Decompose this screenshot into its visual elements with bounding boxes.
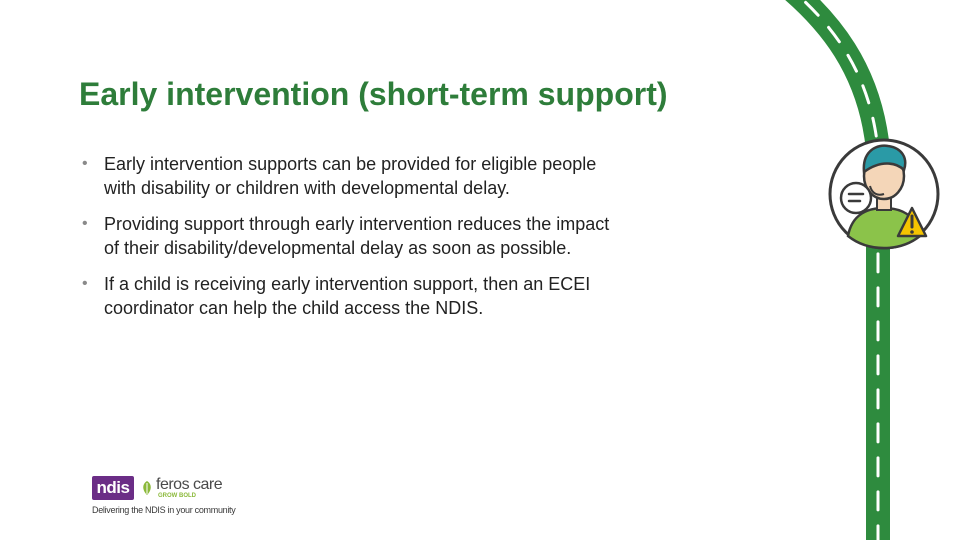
bullet-1-line-1: Early intervention supports can be provided for eligible people [104, 154, 597, 174]
bullet-list [80, 152, 700, 332]
feros-care-tagline: GROW BOLD [158, 493, 196, 499]
bullet-3-line-1: If a child is receiving early intervention support, then an ECEI [104, 274, 591, 294]
slide-title: Early intervention (short-term support) [79, 76, 668, 112]
bullet-1-line-2: with disability or children with developmental delay. [104, 178, 510, 198]
ndis-feros-care-logo [92, 474, 236, 518]
feros-care-name: feros care [156, 476, 223, 493]
road-graphic [760, 0, 960, 540]
bullet-3-line-2: coordinator can help the child access the NDIS. [104, 298, 484, 318]
bullet-item-1 [80, 152, 700, 200]
bullet-point-icon: • [82, 155, 88, 172]
bullet-point-icon: • [82, 275, 88, 292]
bullet-point-icon: • [82, 215, 88, 232]
ndis-logo: ndis [92, 476, 134, 500]
bullet-2-line-1: Providing support through early intervention reduces the impact [104, 214, 610, 234]
bullet-2-line-2: of their disability/developmental delay as soon as possible. [104, 238, 572, 258]
bullet-item-3 [80, 272, 700, 320]
logo-tagline: Delivering the NDIS in your community [92, 505, 236, 515]
bullet-item-2 [80, 212, 700, 260]
road-band [780, 0, 878, 540]
feros-leaf-icon [140, 480, 154, 496]
